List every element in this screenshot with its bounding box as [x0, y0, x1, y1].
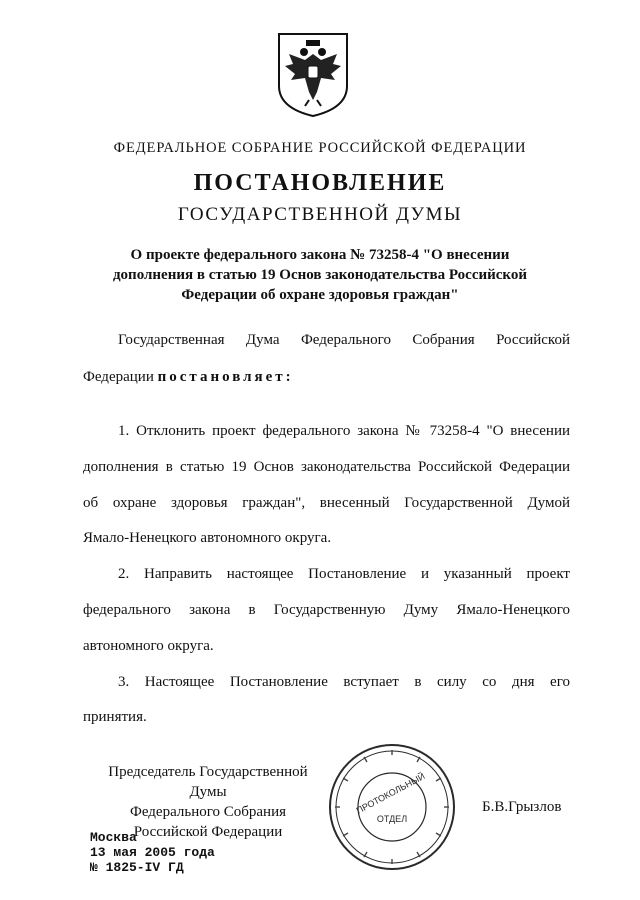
preamble-line: Государственная Дума Федерального Собрания Российской — [118, 332, 570, 348]
registration-footer — [90, 830, 215, 875]
item-3-line: принятия. — [83, 709, 147, 725]
signatory-title-line: Федерального Собрания — [129, 804, 287, 820]
item-1-line: об охране здоровья граждан", внесенный Государственной Думой — [83, 495, 570, 511]
item-3-line: 3. Настоящее Постановление вступает в силу со дня его — [118, 674, 570, 690]
signatory-title-line: Председатель Государственной Думы — [108, 764, 308, 800]
decision-word: постановляет: — [157, 369, 294, 385]
item-1-line: 1. Отклонить проект федерального закона № 73258-4 "О внесении — [118, 423, 570, 439]
preamble-line — [83, 369, 294, 386]
footer-number: № 1825-IV ГД — [90, 860, 184, 875]
footer-date: 13 мая 2005 года — [90, 845, 215, 860]
document-type-title: ПОСТАНОВЛЕНИЕ — [193, 170, 447, 196]
assembly-heading: ФЕДЕРАЛЬНОЕ СОБРАНИЕ РОССИЙСКОЙ ФЕДЕРАЦИИ — [113, 140, 527, 156]
coat-of-arms-icon — [275, 30, 351, 118]
subject-block — [90, 245, 550, 305]
official-seal-stamp — [325, 740, 459, 874]
item-1-line: Ямало-Ненецкого автономного округа. — [83, 530, 332, 546]
subject-line: О проекте федерального закона № 73258-4 "О внесении — [130, 247, 510, 263]
item-2-line: 2. Направить настоящее Постановление и указанный проект — [118, 566, 570, 582]
item-2-line: федерального закона в Государственную Думу Ямало-Ненецкого — [83, 602, 570, 618]
footer-city: Москва — [90, 830, 137, 845]
seal-bottom-text: ОТДЕЛ — [376, 814, 408, 824]
item-1-line: дополнения в статью 19 Основ законодательства Российской Федерации — [83, 459, 570, 475]
seal-center-text: ПРОТОКОЛЬНЫЙ — [354, 771, 427, 816]
subject-line: Федерации об охране здоровья граждан" — [181, 287, 459, 303]
signatory-title-line: Российской Федерации — [133, 824, 283, 840]
subject-line: дополнения в статью 19 Основ законодательства Российской — [112, 267, 528, 283]
preamble-text: Федерации — [83, 369, 154, 385]
signatory-name: Б.В.Грызлов — [482, 799, 562, 815]
item-2-line: автономного округа. — [83, 638, 214, 654]
issuer-subtitle: ГОСУДАРСТВЕННОЙ ДУМЫ — [177, 204, 463, 225]
